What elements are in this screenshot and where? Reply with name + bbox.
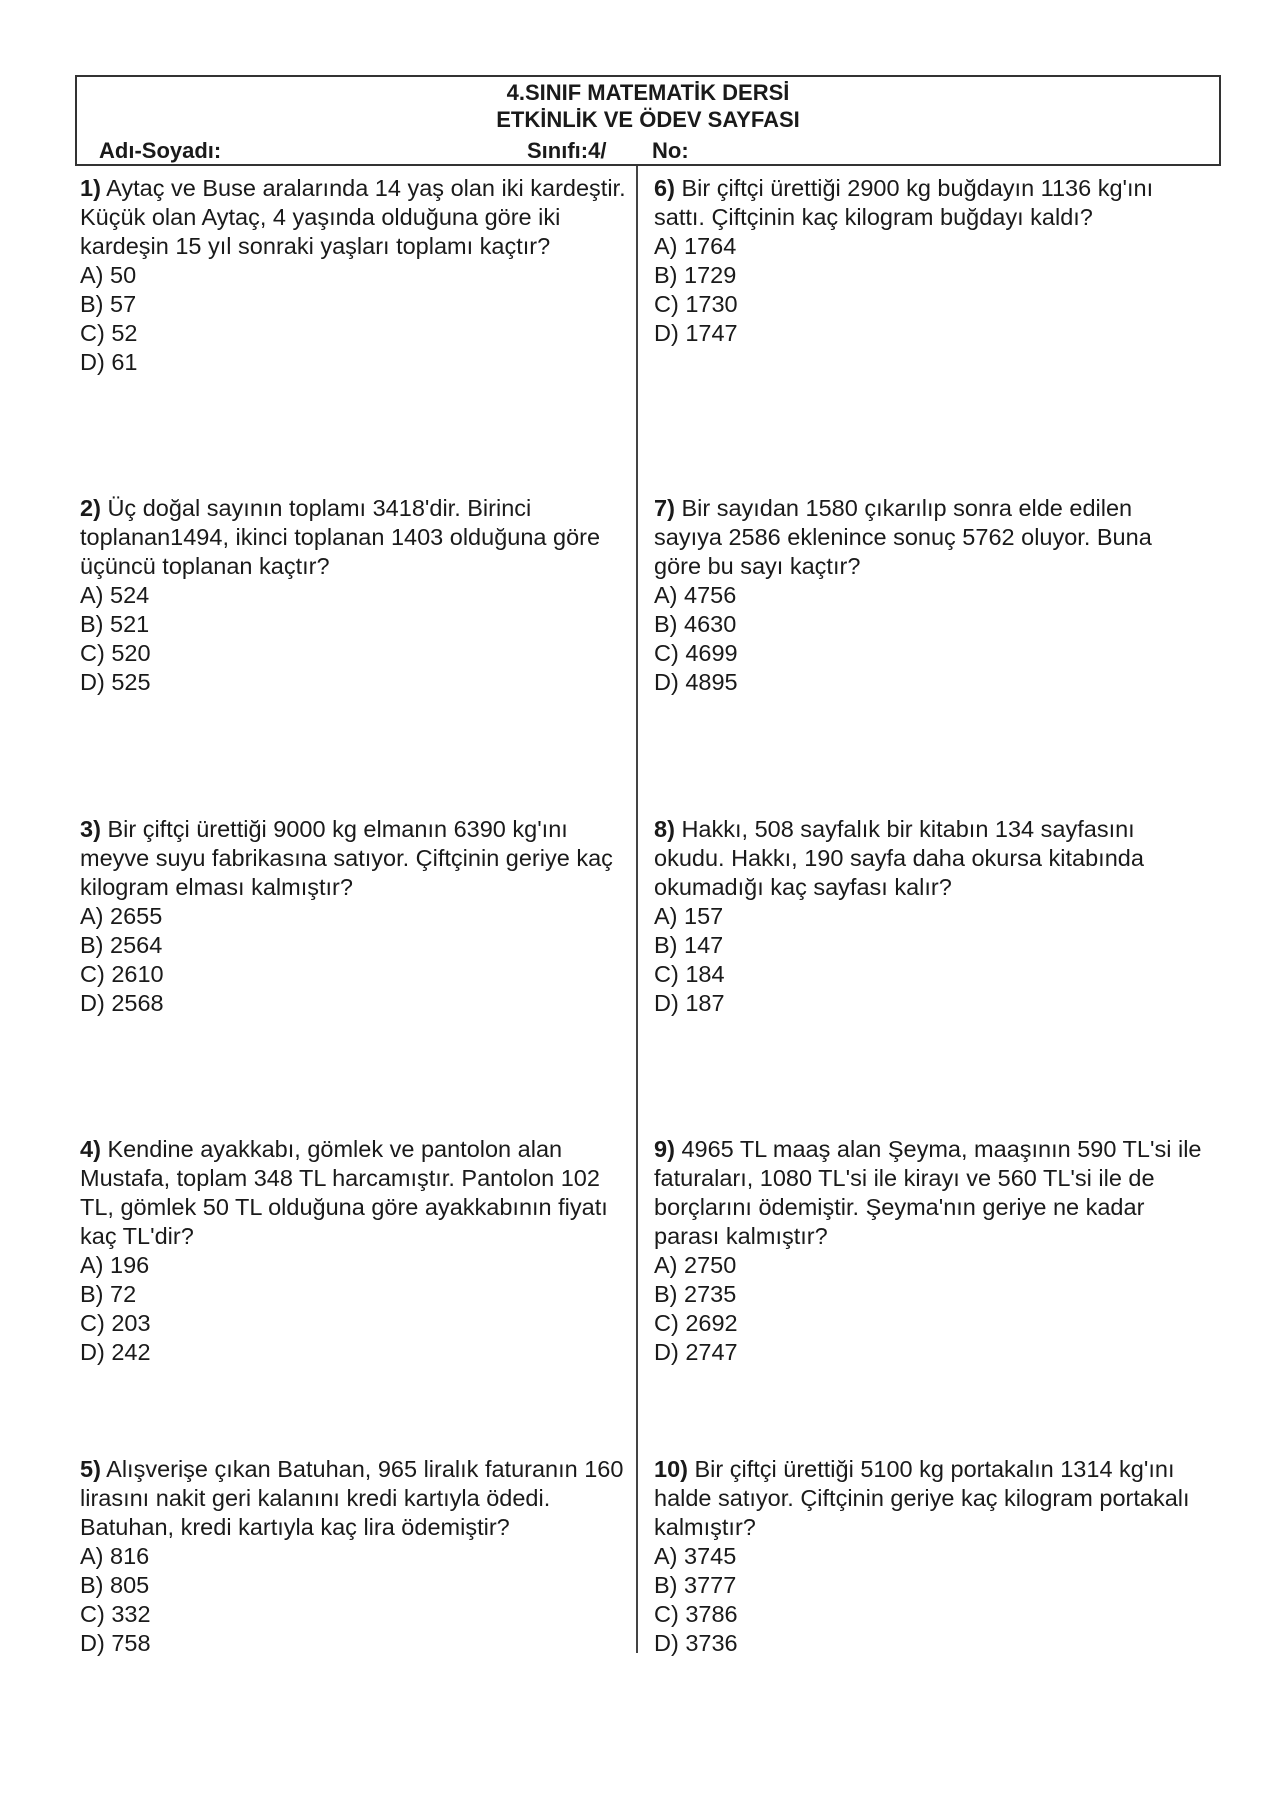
answer-option: C) 520 bbox=[80, 640, 151, 666]
question-stem bbox=[654, 174, 1204, 232]
answer-option: B) 57 bbox=[80, 291, 137, 317]
student-number-label: No: bbox=[652, 138, 689, 163]
question-9 bbox=[654, 1135, 1204, 1367]
question-number: 3) bbox=[80, 816, 101, 842]
question-stem bbox=[654, 494, 1204, 581]
question-5 bbox=[80, 1455, 630, 1658]
question-stem bbox=[80, 494, 630, 581]
question-number: 1) bbox=[80, 175, 101, 201]
answer-option: A) 4756 bbox=[654, 582, 737, 608]
answer-option: C) 4699 bbox=[654, 640, 738, 666]
answer-option: C) 332 bbox=[80, 1601, 151, 1627]
question-1 bbox=[80, 174, 630, 377]
answer-option: D) 2568 bbox=[80, 990, 164, 1016]
page-title: 4.SINIF MATEMATİK DERSİ bbox=[506, 80, 790, 105]
answer-option: B) 521 bbox=[80, 611, 150, 637]
question-text: Kendine ayakkabı, gömlek ve pantolon alan Mustafa, toplam 348 TL harcamıştır. Pantolon 102 TL, gömlek 50 TL olduğuna göre ayakkabının fiyatı kaç TL'dir? bbox=[80, 1136, 608, 1249]
question-stem bbox=[80, 815, 630, 902]
answer-option: A) 50 bbox=[80, 262, 137, 288]
question-7 bbox=[654, 494, 1204, 697]
question-number: 4) bbox=[80, 1136, 101, 1162]
answer-option: A) 816 bbox=[80, 1543, 150, 1569]
answer-option: B) 805 bbox=[80, 1572, 150, 1598]
answer-option: B) 2735 bbox=[654, 1281, 737, 1307]
answer-option: D) 242 bbox=[80, 1339, 151, 1365]
answer-option: B) 4630 bbox=[654, 611, 737, 637]
question-8 bbox=[654, 815, 1204, 1018]
question-text: Alışverişe çıkan Batuhan, 965 liralık faturanın 160 lirasını nakit geri kalanını kredi kartıyla ödedi. Batuhan, kredi kartıyla kaç lira ödemiştir? bbox=[80, 1456, 624, 1540]
question-number: 10) bbox=[654, 1456, 688, 1482]
answer-option: C) 1730 bbox=[654, 291, 738, 317]
answer-option: D) 3736 bbox=[654, 1630, 738, 1656]
question-text: Üç doğal sayının toplamı 3418'dir. Birinci toplanan1494, ikinci toplanan 1403 olduğuna göre üçüncü toplanan kaçtır? bbox=[80, 495, 601, 579]
question-text: Aytaç ve Buse aralarında 14 yaş olan iki kardeştir. Küçük olan Aytaç, 4 yaşında olduğuna göre iki kardeşin 15 yıl sonraki yaşları toplamı kaçtır? bbox=[80, 175, 626, 259]
question-stem bbox=[80, 174, 630, 261]
question-6 bbox=[654, 174, 1204, 348]
answer-option: C) 203 bbox=[80, 1310, 151, 1336]
question-text: Bir çiftçi ürettiği 5100 kg portakalın 1314 kg'ını halde satıyor. Çiftçinin geriye kaç kilogram portakalı kalmıştır? bbox=[654, 1456, 1190, 1540]
answer-option: B) 2564 bbox=[80, 932, 163, 958]
column-divider bbox=[636, 166, 638, 1653]
question-4 bbox=[80, 1135, 630, 1367]
answer-option: A) 2750 bbox=[654, 1252, 737, 1278]
page-subtitle: ETKİNLİK VE ÖDEV SAYFASI bbox=[496, 107, 800, 132]
question-stem bbox=[80, 1455, 630, 1542]
question-3 bbox=[80, 815, 630, 1018]
answer-option: B) 1729 bbox=[654, 262, 737, 288]
answer-option: B) 72 bbox=[80, 1281, 137, 1307]
answer-option: D) 187 bbox=[654, 990, 725, 1016]
answer-option: A) 2655 bbox=[80, 903, 163, 929]
question-number: 6) bbox=[654, 175, 675, 201]
answer-option: A) 524 bbox=[80, 582, 150, 608]
student-name-label: Adı-Soyadı: bbox=[99, 138, 222, 163]
question-text: Bir çiftçi ürettiği 2900 kg buğdayın 1136 kg'ını sattı. Çiftçinin kaç kilogram buğdayı kaldı? bbox=[654, 175, 1154, 230]
question-number: 8) bbox=[654, 816, 675, 842]
answer-option: D) 61 bbox=[80, 349, 138, 375]
question-10 bbox=[654, 1455, 1204, 1658]
question-number: 9) bbox=[654, 1136, 675, 1162]
answer-option: C) 3786 bbox=[654, 1601, 738, 1627]
question-text: Hakkı, 508 sayfalık bir kitabın 134 sayfasını okudu. Hakkı, 190 sayfa daha okursa kitabında okumadığı kaç sayfası kalır? bbox=[654, 816, 1144, 900]
answer-option: B) 147 bbox=[654, 932, 724, 958]
answer-option: A) 3745 bbox=[654, 1543, 737, 1569]
answer-option: B) 3777 bbox=[654, 1572, 737, 1598]
question-stem bbox=[654, 1455, 1204, 1542]
question-text: 4965 TL maaş alan Şeyma, maaşının 590 TL'si ile faturaları, 1080 TL'si ile kirayı ve 560 TL'si ile de borçlarını ödemiştir. Şeyma'nın geriye ne kadar parası kalmıştır? bbox=[654, 1136, 1202, 1249]
question-text: Bir sayıdan 1580 çıkarılıp sonra elde edilen sayıya 2586 eklenince sonuç 5762 oluyor. Buna göre bu sayı kaçtır? bbox=[654, 495, 1152, 579]
question-stem bbox=[80, 1135, 630, 1251]
question-number: 5) bbox=[80, 1456, 101, 1482]
question-2 bbox=[80, 494, 630, 697]
answer-option: D) 2747 bbox=[654, 1339, 738, 1365]
class-label: Sınıfı:4/ bbox=[527, 138, 607, 163]
answer-option: A) 157 bbox=[654, 903, 724, 929]
header-box bbox=[75, 75, 1221, 166]
question-stem bbox=[654, 815, 1204, 902]
question-stem bbox=[654, 1135, 1204, 1251]
question-number: 7) bbox=[654, 495, 675, 521]
answer-option: C) 184 bbox=[654, 961, 725, 987]
answer-option: C) 2692 bbox=[654, 1310, 738, 1336]
answer-option: A) 1764 bbox=[654, 233, 737, 259]
answer-option: D) 525 bbox=[80, 669, 151, 695]
answer-option: D) 1747 bbox=[654, 320, 738, 346]
answer-option: A) 196 bbox=[80, 1252, 150, 1278]
answer-option: C) 2610 bbox=[80, 961, 164, 987]
answer-option: D) 4895 bbox=[654, 669, 738, 695]
answer-option: C) 52 bbox=[80, 320, 138, 346]
answer-option: D) 758 bbox=[80, 1630, 151, 1656]
question-number: 2) bbox=[80, 495, 101, 521]
question-text: Bir çiftçi ürettiği 9000 kg elmanın 6390 kg'ını meyve suyu fabrikasına satıyor. Çiftçinin geriye kaç kilogram elması kalmıştır? bbox=[80, 816, 613, 900]
